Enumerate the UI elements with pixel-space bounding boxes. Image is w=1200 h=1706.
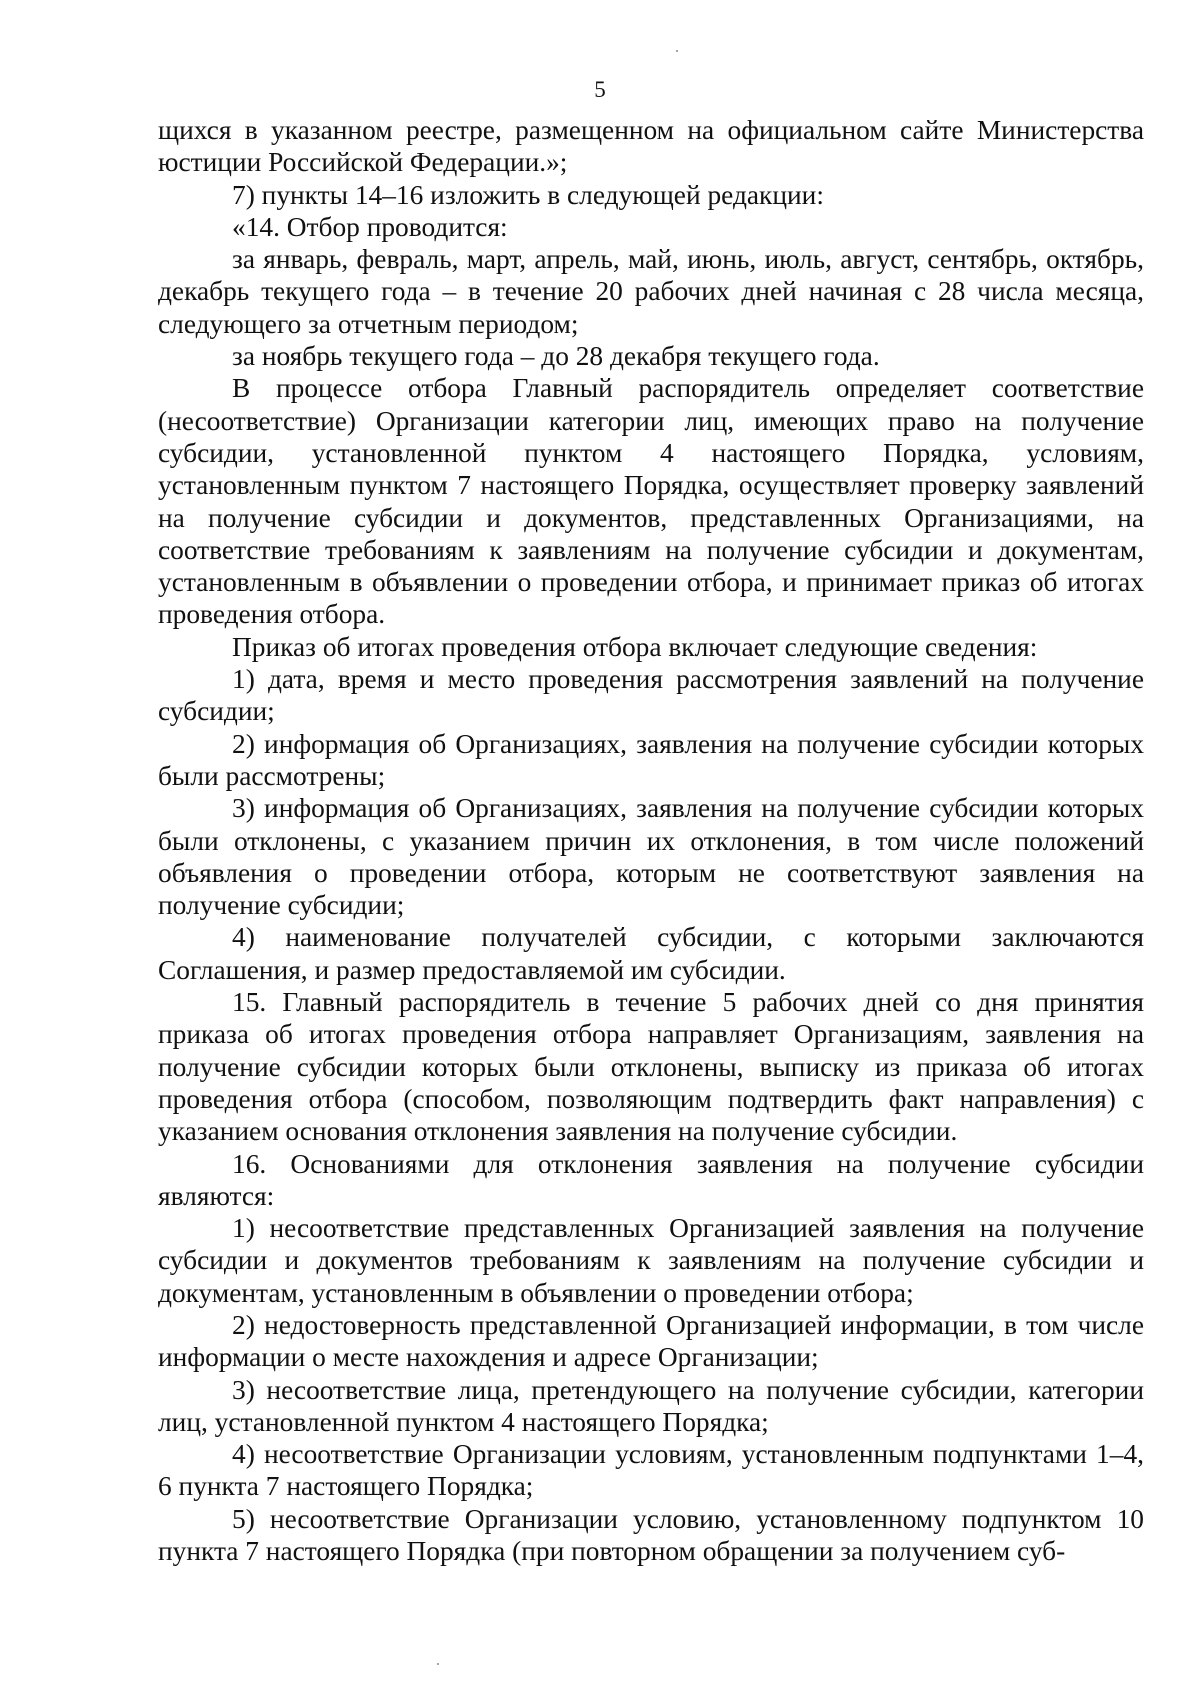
paragraph-reason-5: 5) несоответствие Организации условию, установленному подпунктом 10 пункта 7 настоящего Порядка (при повторном обращении за получением суб- [158,1503,1144,1567]
paragraph-reason-4: 4) несоответствие Организации условиям, установленным подпунктами 1–4, 6 пункта 7 настоящего Порядка; [158,1439,1144,1502]
page-number: 5 [594,77,606,102]
paragraph-selection-process: В процессе отбора Главный распорядитель определяет соответствие (несоответствие) Организации категории лиц, имеющих право на получение субсидии, установленной пунктом 4 настоящего Порядка, условиям, установленным пунктом 7 настоящего Порядка, осуществляет проверку заявлений на получение субсидии и документов, представленных Организациями, на соответствие требованиям к заявлениям на получение субсидии и документам, установленным в объявлении о проведении отбора, и принимает приказ об итогах проведения отбора. [158,373,1144,630]
paragraph-item-7: 7) пункты 14–16 изложить в следующей редакции: [232,179,824,210]
scan-speck [437,1663,439,1665]
scan-speck [676,50,678,52]
paragraph-schedule-months: за январь, февраль, март, апрель, май, июнь, июль, август, сентябрь, октябрь, декабрь текущего года – в течение 20 рабочих дней начиная с 28 числа месяца, следующего за отчетным периодом; [158,244,1144,339]
paragraph-point-16: 16. Основаниями для отклонения заявления на получение субсидии являются: [158,1148,1144,1211]
document-body [158,114,1144,1567]
paragraph-reason-1: 1) несоответствие представленных Организацией заявления на получение субсидии и документов требованиям к заявлениям на получение субсидии и документам, установленным в объявлении о проведении отбора; [158,1213,1144,1308]
paragraph-order-item-3: 3) информация об Организациях, заявления на получение субсидии которых были отклонены, с указанием причин их отклонения, в том числе положений объявления о проведении отбора, которым не соответствуют заявления на получение субсидии; [158,793,1144,921]
paragraph-point-15: 15. Главный распорядитель в течение 5 рабочих дней со дня принятия приказа об итогах проведения отбора направляет Организациям, заявления на получение субсидии которых были отклонены, выписку из приказа об итогах проведения отбора (способом, позволяющим подтвердить факт направления) с указанием основания отклонения заявления на получение субсидии. [158,987,1144,1147]
paragraph-schedule-november: за ноябрь текущего года – до 28 декабря текущего года. [232,341,880,372]
paragraph-order-item-2: 2) информация об Организациях, заявления на получение субсидии которых были рассмотрены; [158,728,1144,791]
paragraph-order-contents: Приказ об итогах проведения отбора включает следующие сведения: [232,631,1038,662]
paragraph-reason-3: 3) несоответствие лица, претендующего на получение субсидии, категории лиц, установленной пунктом 4 настоящего Порядка; [158,1374,1144,1437]
paragraph-reason-2: 2) недостоверность представленной Организацией информации, в том числе информации о месте нахождения и адресе Организации; [158,1309,1144,1373]
paragraph-order-item-4: 4) наименование получателей субсидии, с которыми заключаются Соглашения, и размер предоставляемой им субсидии. [158,922,1144,985]
paragraph-point-14: «14. Отбор проводится: [232,211,508,242]
paragraph-continuation: щихся в указанном реестре, размещенном на официальном сайте Министерства юстиции Российской Федерации.»; [158,115,1144,178]
paragraph-order-item-1: 1) дата, время и место проведения рассмотрения заявлений на получение субсидии; [158,664,1144,727]
